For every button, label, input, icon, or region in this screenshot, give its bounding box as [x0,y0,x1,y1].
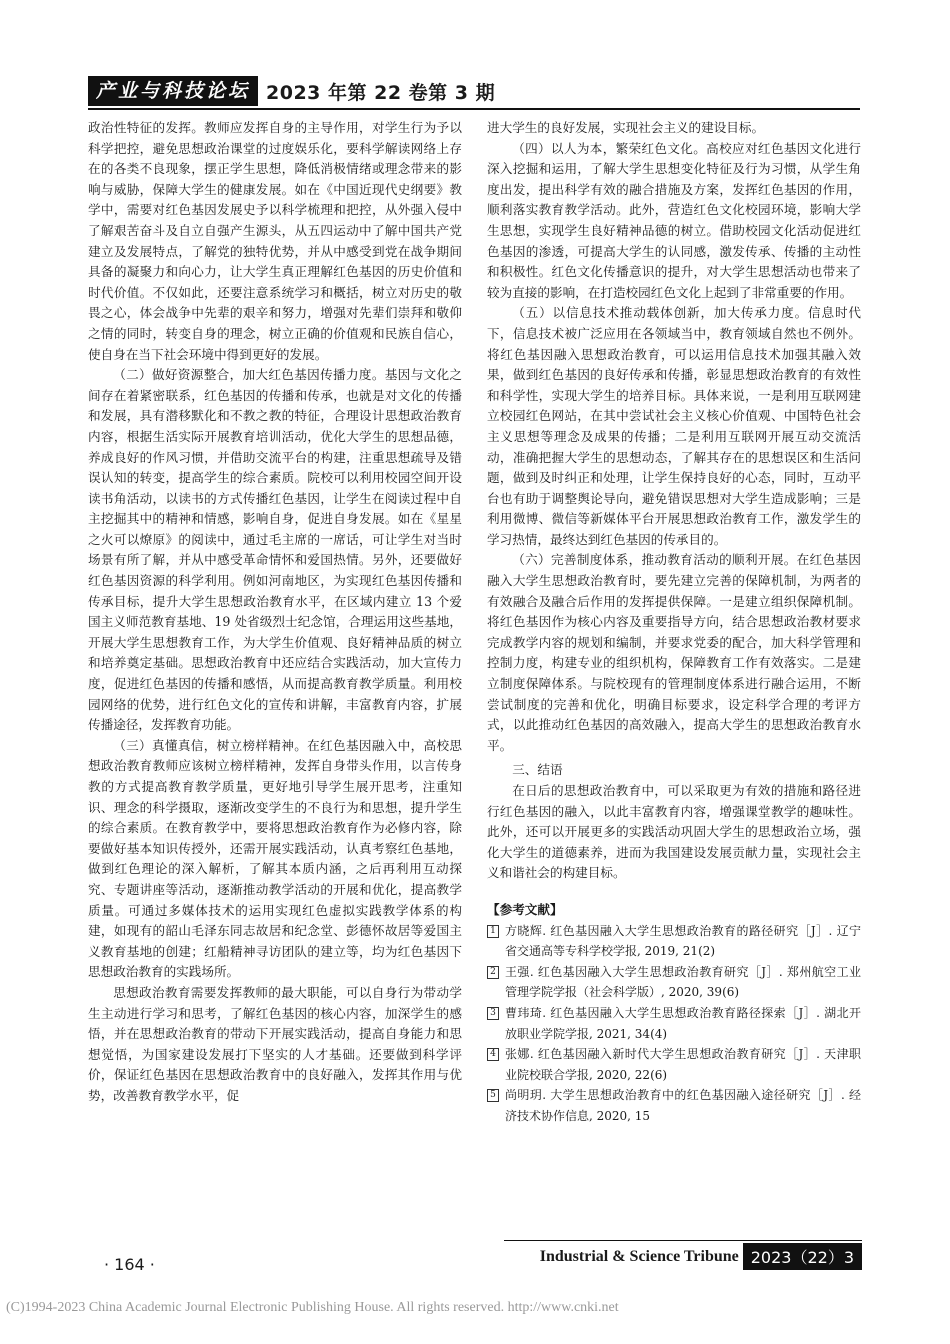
paragraph: 在日后的思想政治教育中，可以采取更为有效的措施和路径进行红色基因的融入，以此丰富教育内容，增强课堂教学的趣味性。此外，还可以开展更多的实践活动巩固大学生的思想政治立场，强化大学生的道德素养，进而为我国建设发展贡献力量，实现社会主义和谐社会的构建目标。 [487,783,861,881]
conclusion-heading: 三、结语 [512,762,563,778]
reference-item [487,1044,861,1085]
copyright-notice: (C)1994-2023 China Academic Journal Electronic Publishing House. All rights reserved. http://www.cnki.net [6,1300,619,1315]
footer-journal [540,1243,862,1270]
paragraph: 政治性特征的发挥。教师应发挥自身的主导作用，对学生行为予以科学把控，避免思想政治课堂的过度娱乐化，要科学解读网络上存在的各类不良现象，摆正学生思想，降低消极情绪或理念带来的影响与威胁，保障大学生的健康发展。如在《中国近现代史纲要》教学中，需要对红色基因发展史予以科学梳理和把控，从外强入侵中了解艰苦奋斗及自立自强产生源头，从五四运动中了解中国共产党建立及发展特点，了解党的独特优势，并从中感受到党在战争期间具备的凝聚力和向心力，让大学生真正理解红色基因的历史价值和时代价值。不仅如此，还要注意系统学习和概括，树立对历史的敬畏之心，体会战争中先辈的艰辛和努力，增强对先辈们崇拜和敬仰之情的同时，转变自身的理念，树立正确的价值观和民族自信心，使自身在当下社会环境中得到更好的发展。 [88,120,462,362]
paragraph: （三）真懂真信，树立榜样精神。在红色基因融入中，高校思想政治教育教师应该树立榜样精神，发挥自身带头作用，以言传身教的方式提高教育教学质量，更好地引导学生展开思考，注重知识、理念的科学摄取，逐渐改变学生的不良行为和思想，提升学生的综合素质。在教育教学中，要将思想政治教育作为必修内容，除要做好基本知识传授外，还需开展实践活动，认真考察红色基地，做到红色理论的深入解析，了解其本质内涵，之后再利用互动探究、专题讲座等活动，逐渐推动教学活动的开展和优化，提高教学质量。可通过多媒体技术的运用实现红色虚拟实践教学体系的构建，如现有的韶山毛泽东同志故居和纪念堂、彭德怀故居等爱国主义教育基地的创建；红船精神寻访团队的建立等，均为红色基因下思想政治教育的实践场所。 [88,737,462,980]
reference-item [487,1003,861,1044]
reference-text: 方晓辉. 红色基因融入大学生思想政治教育的路径研究［J］. 辽宁省交通高等专科学校学报, 2019, 21(2) [505,923,861,959]
footer-divider [504,1240,862,1241]
references-title: 【参考文献】 [487,901,563,917]
paragraph: （五）以信息技术推动载体创新，加大传承力度。信息时代下，信息技术被广泛应用在各领域当中，教育领域自然也不例外。将红色基因融入思想政治教育，可以运用信息技术加强其融入效果，做到红色基因的良好传承和传播，彰显思想政治教育的有效性和科学性，实现大学生的培养目标。具体来说，一是利用互联网建立校园红色网站，在其中尝试社会主义核心价值观、中国特色社会主义思想等理念及成果的传播；二是利用互联网开展互动交流活动，准确把握大学生的思想动态，了解其存在的思想误区和生活问题，做到及时纠正和处理，让学生保持良好的心态，同时，互动平台也有助于调整舆论导向，避免错误思想对大学生造成影响；三是利用微博、微信等新媒体平台开展思想政治教育工作，激发学生的学习热情，最终达到红色基因的传承目的。 [487,305,861,547]
page-header [88,76,495,106]
reference-number: 3 [487,1007,499,1020]
journal-name: 产业与科技论坛 [88,76,258,106]
reference-text: 王强. 红色基因融入大学生思想政治教育研究［J］. 郑州航空工业管理学院学报（社会科学版）, 2020, 39(6) [505,964,861,1000]
reference-number: 2 [487,966,499,979]
paragraph: （四）以人为本，繁荣红色文化。高校应对红色基因文化进行深入挖掘和运用，了解大学生思想变化特征及行为习惯，从学生角度出发，提出科学有效的融合措施及方案，发挥红色基因的作用，顺利落实教育教学活动。此外，营造红色文化校园环境，影响大学生思想，实现学生良好精神品德的树立。借助校园文化活动促进红色基因的渗透，可提高大学生的认同感，激发传承、传播的主动性和积极性。红色文化传播意识的提升，对大学生思想活动也带来了较为直接的影响，在打造校园红色文化上起到了非常重要的作用。 [487,140,861,300]
reference-number: 4 [487,1048,499,1061]
paragraph: （六）完善制度体系，推动教育活动的顺利开展。在红色基因融入大学生思想政治教育时，要先建立完善的保障机制，为两者的有效融合及融合后作用的发挥提供保障。一是建立组织保障机制。将红色基因作为核心内容及重要指导方向，结合思想政治教材要求完成教学内容的规划和编制，并要求党委的配合，加大科学管理和控制力度，构建专业的组织机构，保障教育工作有效落实。二是建立制度保障体系。与院校现有的管理制度体系进行融合运用，不断尝试制度的完善和优化，明确目标要求，设定科学合理的考评方式，以此推动红色基因的高效融入，提高大学生的思想政治教育水平。 [487,552,861,753]
page-number: · 164 · [104,1255,155,1274]
paragraph: 思想政治教育需要发挥教师的最大职能，可以自身行为带动学生主动进行学习和思考，了解红色基因的核心内容，加深学生的感悟，并在思想政治教育的带动下开展实践活动，提高自身能力和思想觉悟，为国家建设发展打下坚实的人才基础。还要做到科学评价，保证红色基因在思想政治教育中的良好融入，发挥其作用与优势，改善教育教学水平，促 [88,984,462,1103]
reference-text: 张娜. 红色基因融入新时代大学生思想政治教育研究［J］. 天津职业院校联合学报, 2020, 22(6) [505,1047,861,1082]
reference-item [487,921,861,962]
paragraph: 进大学生的良好发展，实现社会主义的建设目标。 [487,120,765,135]
issue-info: 2023 年第 22 卷第 3 期 [266,81,496,104]
reference-item [487,962,861,1003]
left-column [88,118,462,1107]
right-column [487,118,861,1127]
reference-number: 5 [487,1089,499,1102]
footer-issue-badge: 2023（22）3 [743,1243,862,1270]
paragraph: （二）做好资源整合，加大红色基因传播力度。基因与文化之间存在着紧密联系，红色基因的传播和传承，也就是对文化的传播和发展，具有潜移默化和不教之教的特征，合理设计思想政治教育内容，根据生活实际开展教育培训活动，优化大学生的思想品德，养成良好的作风习惯，并借助交流平台的构建，注重思想疏导及错误认知的转变，提高学生的综合素质。院校可以利用校园空间开设读书角活动，以读书的方式传播红色基因，让学生在阅读过程中自主挖掘其中的精神和情感，影响自身，促进自身发展。如在《星星之火可以燎原》的阅读中，通过毛主席的一席话，可让学生对当时场景有所了解，并从中感受革命情怀和爱国热情。另外，还要做好红色基因资源的科学利用。例如河南地区，为实现红色基因传播和传承目标，提升大学生思想政治教育水平，在区域内建立 13 个爱国主义师范教育基地、19 处省级烈士纪念馆，合理运用这些基地，开展大学生思想教育工作，为大学生价值观、良好精神品质的树立和培养奠定基础。思想政治教育中还应结合实践活动，加大宣传力度，促进红色基因的传播和感悟，从而提高教育教学质量。利用校园网络的优势，进行红色文化的宣传和讲解，丰富教育内容，扩展传播途径，发挥教育功能。 [88,367,462,733]
header-divider [88,108,860,110]
reference-text: 曹玮琦. 红色基因融入大学生思想政治教育路径探索［J］. 湖北开放职业学院学报, 2021, 34(4) [505,1005,861,1041]
journal-english-title: Industrial & Science Tribune [539,1247,739,1265]
reference-list [487,921,861,1127]
reference-number: 1 [487,925,499,938]
reference-text: 尚明玥. 大学生思想政治教育中的红色基因融入途径研究［J］. 经济技术协作信息, 2020, 15 [505,1088,861,1123]
reference-item [487,1085,861,1126]
